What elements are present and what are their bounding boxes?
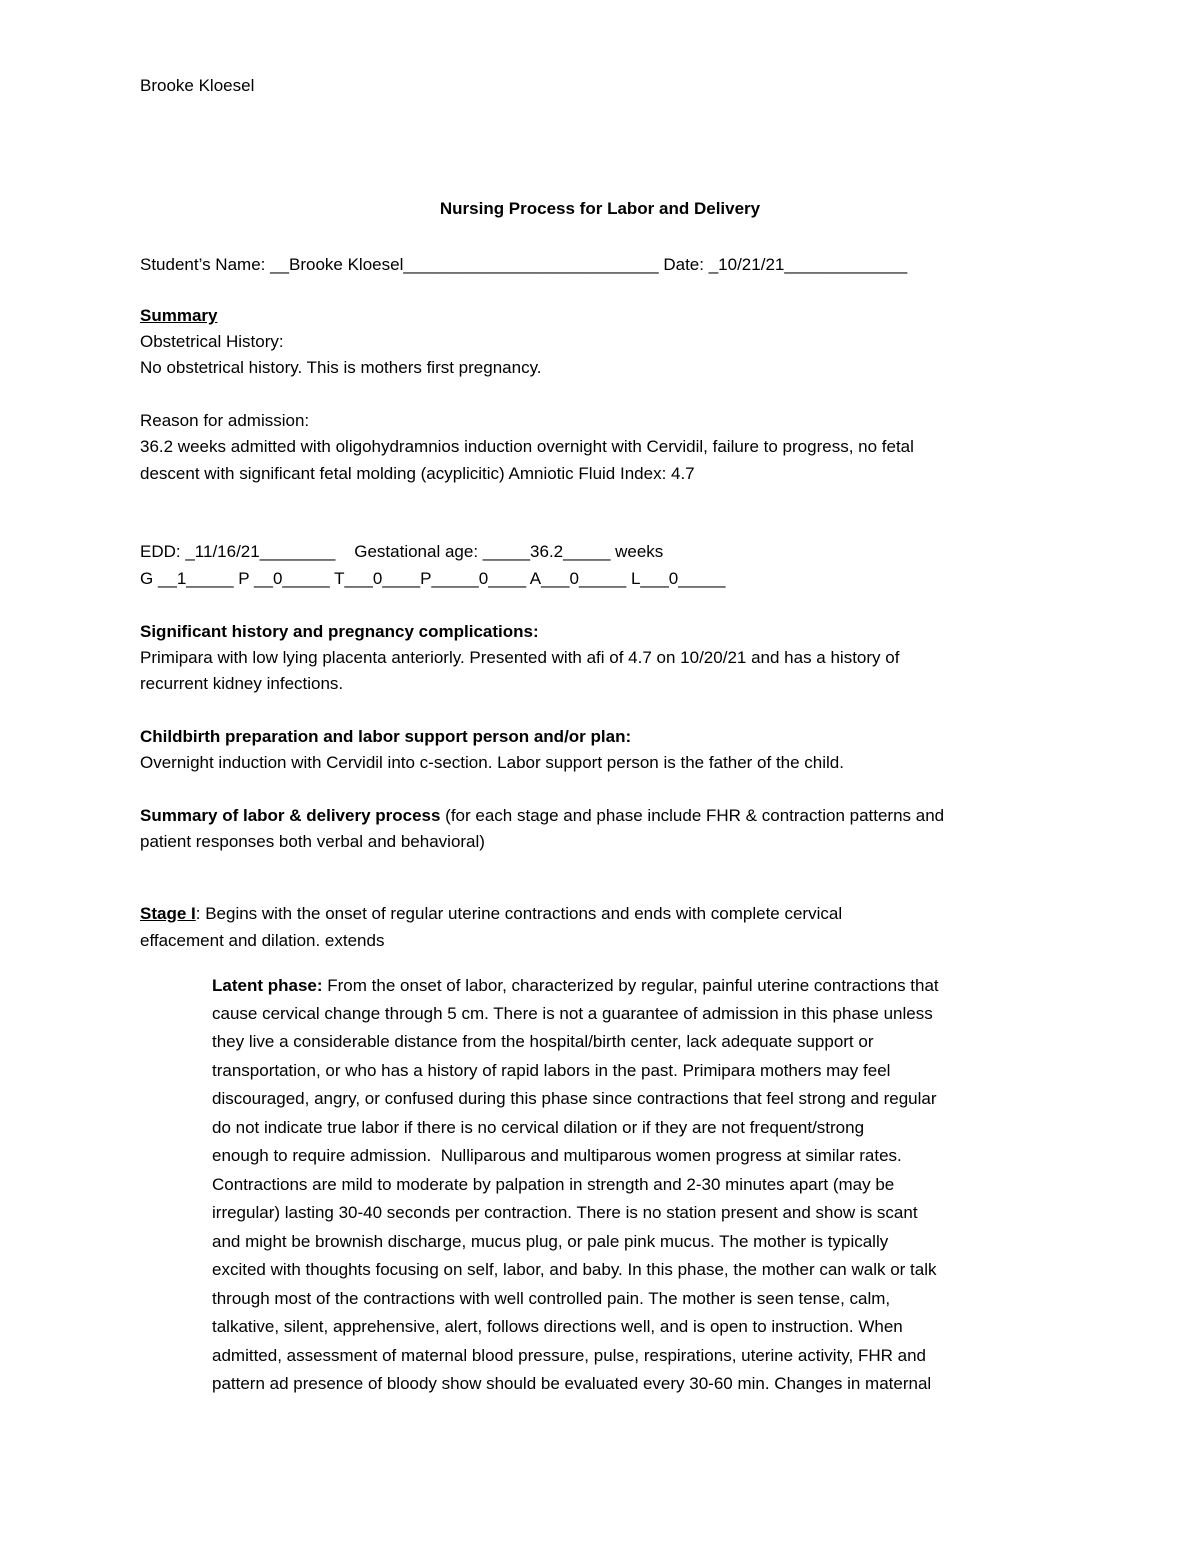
latent-phase-text: do not indicate true labor if there is no cervical dilation or if they are not frequent/strong	[212, 1118, 865, 1137]
stage1-label: Stage I	[140, 904, 196, 923]
latent-phase-text: From the onset of labor, characterized by regular, painful uterine contractions that	[322, 976, 939, 995]
date-value: _10/21/21_____________	[708, 255, 908, 274]
stage1-line	[140, 903, 842, 925]
date-label: Date:	[658, 255, 709, 274]
process-line	[140, 805, 944, 827]
gtpal-line: G __1_____ P __0_____ T___0____P_____0____ A___0_____ L___0_____	[140, 569, 726, 588]
reason-admission-text: descent with significant fetal molding (acyplicitic) Amniotic Fluid Index: 4.7	[140, 464, 695, 483]
student-name-value: __Brooke Kloesel___________________________	[270, 255, 659, 274]
stage1-text: effacement and dilation. extends	[140, 931, 385, 950]
document-title: Nursing Process for Labor and Delivery	[439, 199, 761, 218]
latent-phase-text: Contractions are mild to moderate by palpation in strength and 2-30 minutes apart (may be	[212, 1175, 895, 1194]
student-name-line	[140, 254, 907, 276]
history-heading: Significant history and pregnancy complications:	[140, 622, 539, 641]
obstetrical-history-label: Obstetrical History:	[140, 332, 284, 351]
author-name: Brooke Kloesel	[140, 76, 255, 95]
latent-phase-text: they live a considerable distance from the hospital/birth center, lack adequate support or	[212, 1032, 874, 1051]
latent-phase-text: transportation, or who has a history of rapid labors in the past. Primipara mothers may feel	[212, 1061, 891, 1080]
process-heading: Summary of labor & delivery process	[140, 806, 441, 825]
reason-admission-label: Reason for admission:	[140, 411, 310, 430]
latent-phase-text: and might be brownish discharge, mucus plug, or pale pink mucus. The mother is typically	[212, 1232, 889, 1251]
latent-phase-label: Latent phase:	[212, 976, 323, 995]
reason-admission-text: 36.2 weeks admitted with oligohydramnios induction overnight with Cervidil, failure to progress, no fetal	[140, 437, 914, 456]
latent-phase-text: pattern ad presence of bloody show should be evaluated every 30-60 min. Changes in maternal	[212, 1374, 932, 1393]
latent-phase-text: enough to require admission. Nulliparous and multiparous women progress at similar rates.	[212, 1146, 902, 1165]
latent-phase-text: irregular) lasting 30-40 seconds per contraction. There is no station present and show is scant	[212, 1203, 918, 1222]
student-name-label: Student’s Name:	[140, 255, 271, 274]
latent-phase-text: admitted, assessment of maternal blood pressure, pulse, respirations, uterine activity, FHR and	[212, 1346, 927, 1365]
obstetrical-history-text: No obstetrical history. This is mothers first pregnancy.	[140, 358, 542, 377]
process-text: patient responses both verbal and behavioral)	[140, 832, 485, 851]
childbirth-text: Overnight induction with Cervidil into c-section. Labor support person is the father of the child.	[140, 753, 844, 772]
latent-phase-text: cause cervical change through 5 cm. There is not a guarantee of admission in this phase unless	[212, 1004, 933, 1023]
edd-gestational-line: EDD: _11/16/21________ Gestational age: _____36.2_____ weeks	[140, 542, 664, 561]
latent-phase-line	[212, 975, 939, 997]
latent-phase-text: through most of the contractions with well controlled pain. The mother is seen tense, calm,	[212, 1289, 891, 1308]
childbirth-heading: Childbirth preparation and labor support person and/or plan:	[140, 727, 632, 746]
history-text: recurrent kidney infections.	[140, 674, 344, 693]
latent-phase-text: discouraged, angry, or confused during this phase since contractions that feel strong and regular	[212, 1089, 937, 1108]
history-text: Primipara with low lying placenta anteriorly. Presented with afi of 4.7 on 10/20/21 and has a history of	[140, 648, 900, 667]
latent-phase-text: excited with thoughts focusing on self, labor, and baby. In this phase, the mother can walk or talk	[212, 1260, 937, 1279]
process-text: (for each stage and phase include FHR & contraction patterns and	[440, 806, 945, 825]
latent-phase-text: talkative, silent, apprehensive, alert, follows directions well, and is open to instruction. When	[212, 1317, 903, 1336]
summary-heading: Summary	[140, 306, 218, 325]
stage1-text: : Begins with the onset of regular uterine contractions and ends with complete cervical	[195, 904, 843, 923]
